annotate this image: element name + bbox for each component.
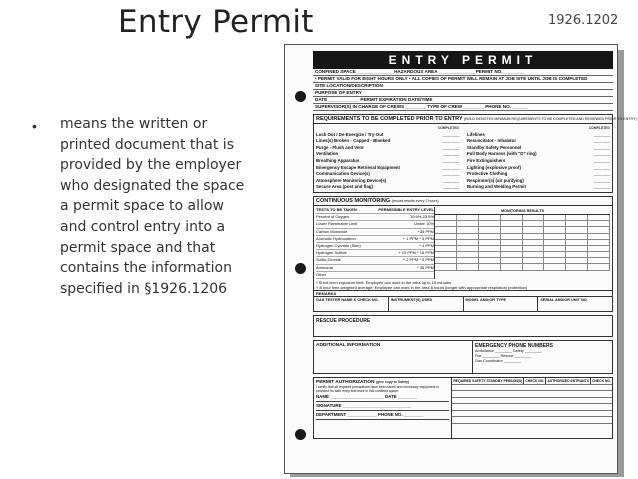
requirement-label: Protective Clothing	[467, 171, 508, 177]
requirement-item	[316, 132, 459, 139]
requirement-item	[467, 158, 610, 165]
test-name: Percent of Oxygen	[316, 214, 350, 220]
requirement-label: Lines(s) Broken - Capped - Blanked	[316, 138, 391, 144]
requirement-label: Burning and Welding Permit	[467, 184, 526, 190]
requirement-item	[316, 184, 459, 191]
results-cell	[457, 215, 479, 220]
test-name: Aromatic Hydrocarbon	[316, 235, 356, 241]
results-cell	[457, 240, 479, 245]
monitoring-note: + 8 hour time-weighted average: Employee can work in the area 8 hours (longer with appropriate respiratory protection)	[316, 284, 528, 290]
department-phone-field: DEPARTMENT ____________ PHONE NO. ________	[316, 411, 449, 420]
requirement-blanks: ____ ____	[442, 157, 459, 163]
results-cell	[523, 215, 545, 220]
definition-line: means the written or	[60, 116, 208, 132]
requirement-label: Fire Extinguishers	[467, 157, 506, 163]
monitoring-section	[313, 196, 613, 312]
test-name: Sulfur Dioxide	[316, 257, 341, 263]
requirement-item	[316, 165, 459, 172]
requirement-item	[467, 145, 610, 152]
results-cell	[479, 227, 501, 232]
permit-authorization-box	[313, 377, 452, 439]
requirement-label: Resuscitator - Inhalator	[467, 138, 517, 144]
results-cell	[457, 246, 479, 251]
entrants-column: AUTHORIZED ENTRANTS	[547, 378, 589, 383]
form-row-date: DATE ____________ PERMIT EXPIRATION DATE/TIME	[313, 97, 613, 104]
requirement-blanks: ____ ____	[593, 138, 610, 144]
results-cell	[523, 221, 545, 226]
results-cell	[501, 264, 523, 269]
test-name: Ammonia	[316, 264, 333, 270]
gas-tester-column: GAS TESTER NAME & CHECK NO.	[314, 297, 389, 311]
monitoring-note: * Short-term exposure limit: Employee can work in the area up to 15 minutes	[316, 279, 452, 285]
requirement-item	[316, 158, 459, 165]
signature-field: SIGNATURE ____________________________	[316, 402, 449, 411]
definition-line: who designated the space	[60, 177, 245, 194]
results-cell	[435, 264, 457, 269]
monitoring-test-row	[316, 257, 434, 264]
results-cell	[457, 227, 479, 232]
definition-line: and control entry into a	[60, 218, 226, 235]
attendants-header	[452, 378, 612, 384]
form-row-site-location: SITE LOCATION/DESCRIPTION	[313, 83, 613, 90]
requirement-blanks: ____ ____	[593, 171, 610, 177]
requirement-blanks: ____ ____	[442, 144, 459, 150]
form-row-confined-space: CONFINED SPACE ______________ HAZARDOUS AREA ______________ PERMIT NO. ________	[313, 69, 613, 76]
requirement-blanks: ____ ____	[593, 151, 610, 157]
binder-hole	[295, 263, 306, 274]
monitoring-table	[314, 206, 612, 280]
requirement-item	[316, 151, 459, 158]
results-cell	[588, 234, 610, 239]
results-cell	[588, 252, 610, 257]
additional-info-box: ADDITIONAL INFORMATION	[313, 340, 473, 374]
test-name: Hydrogen Cyanide (Skin)	[316, 242, 361, 248]
results-header: MONITORING RESULTS	[435, 207, 610, 215]
monitoring-test-row	[316, 236, 434, 243]
results-cell	[544, 227, 566, 232]
attendants-box	[452, 377, 613, 439]
results-cell	[544, 258, 566, 263]
permissible-level: * 4 PPM	[419, 242, 434, 248]
results-cell	[435, 252, 457, 257]
serial-column: SERIAL AND/OR UNIT NO.	[540, 297, 588, 302]
requirement-item	[467, 151, 610, 158]
authorization-statement: I certify that all required precautions have been taken and necessary equipment is provided for safe entry and work in this confined space.	[316, 384, 439, 394]
entry-permit-form-image	[284, 44, 637, 477]
binder-hole	[295, 429, 306, 440]
requirement-blanks: ____ ____	[442, 164, 459, 170]
requirement-blanks: ____ ____	[442, 184, 459, 190]
monitoring-test-row	[316, 250, 434, 257]
requirement-blanks: ____ ____	[593, 157, 610, 163]
results-cell	[435, 246, 457, 251]
results-cell	[566, 246, 588, 251]
results-cell	[566, 258, 588, 263]
attendant-row	[452, 423, 612, 430]
requirements-title: REQUIREMENTS TO BE COMPLETED PRIOR TO ENTRY (BOLD DENOTES MINIMUM REQUIREMENTS TO BE COMPLETED AND REVIEWED PRIOR TO ENTRY)	[316, 116, 637, 122]
results-cell	[588, 246, 610, 251]
results-cell	[501, 240, 523, 245]
results-cell	[457, 252, 479, 257]
definition-line: permit space and that	[60, 239, 216, 256]
results-cell	[588, 264, 610, 269]
results-cell	[457, 258, 479, 263]
results-cell	[523, 234, 545, 239]
requirement-label: Lifelines	[467, 131, 485, 137]
requirement-label: Emergency Escape Retrieval Equipment	[316, 164, 400, 170]
results-cell	[544, 246, 566, 251]
results-cell	[544, 221, 566, 226]
results-cell	[566, 240, 588, 245]
results-cell	[523, 252, 545, 257]
results-cell	[501, 234, 523, 239]
gas-tester-table	[314, 296, 612, 311]
requirement-blanks: ____ ____	[442, 151, 459, 157]
monitoring-test-row	[316, 214, 434, 221]
monitoring-results-grid	[434, 207, 610, 279]
requirement-label: Full Body Harness (with "D" ring)	[467, 151, 537, 157]
form-header: ENTRY PERMIT	[313, 51, 613, 69]
monitoring-tests	[316, 207, 434, 279]
results-cell	[435, 221, 457, 226]
form-body	[313, 51, 637, 439]
results-cell	[501, 215, 523, 220]
results-cell	[479, 234, 501, 239]
monitoring-test-row	[316, 229, 434, 236]
permissible-level: + 10 PPM * 15 PPM	[398, 250, 434, 256]
results-cell	[435, 227, 457, 232]
emergency-title: EMERGENCY PHONE NUMBERS	[475, 342, 553, 349]
requirement-label: Communication Device(s)	[316, 171, 370, 177]
requirement-label: Purge - Flush and Vent	[316, 144, 364, 150]
requirement-item	[467, 184, 610, 191]
attendants-rows	[452, 384, 612, 430]
emergency-line: Gas Coordinator ________	[475, 358, 521, 363]
results-cell	[501, 246, 523, 251]
info-emergency-row	[313, 340, 613, 374]
permissible-level: * 35 PPM	[417, 264, 434, 270]
results-cell	[479, 246, 501, 251]
results-cell	[479, 252, 501, 257]
test-name: Lower Flammable Limit	[316, 221, 358, 227]
results-cell	[566, 252, 588, 257]
instrument-column: INSTRUMENT(S) USED	[389, 297, 464, 311]
permissible-level: + 2 PPM * 5 PPM	[402, 257, 434, 263]
completed-header: COMPLETED	[437, 126, 459, 130]
monitoring-test-row	[316, 265, 434, 272]
requirement-blanks: ____ ____	[442, 131, 459, 137]
form-row-supervisor: SUPERVISOR(S) IN CHARGE OF CREWS ________ TYPE OF CREW ________ PHONE NO. ______	[313, 104, 613, 111]
bullet-marker: •	[32, 118, 37, 134]
authorization-row	[313, 377, 613, 439]
definition-line: a permit space to allow	[60, 198, 224, 215]
binder-hole	[295, 91, 306, 102]
check-no-column: CHECK NO.	[591, 378, 611, 383]
requirement-item	[467, 165, 610, 172]
results-cell	[435, 240, 457, 245]
requirements-left-column	[316, 125, 459, 191]
results-cell	[479, 264, 501, 269]
results-cell	[457, 221, 479, 226]
results-cell	[523, 264, 545, 269]
results-cell	[588, 240, 610, 245]
requirement-label: Respirator(s) (air purifying)	[467, 177, 524, 183]
definition-line: specified in §1926.1206	[60, 280, 228, 297]
permissible-level: +35 PPM	[417, 228, 434, 234]
results-cell	[501, 252, 523, 257]
requirement-blanks: ____ ____	[442, 177, 459, 183]
results-cell	[588, 227, 610, 232]
requirement-item	[316, 178, 459, 185]
completed-header: COMPLETED	[588, 126, 610, 130]
monitoring-test-row	[316, 221, 434, 228]
results-cell	[435, 258, 457, 263]
results-cell	[501, 221, 523, 226]
requirement-label: Atmosphere Monitoring Device(s)	[316, 177, 387, 183]
model-column: MODEL AND/OR TYPE	[464, 297, 539, 311]
results-cell	[588, 258, 610, 263]
requirement-blanks: ____ ____	[442, 171, 459, 177]
requirement-label: Breathing Apparatus	[316, 157, 360, 163]
requirement-item	[467, 132, 610, 139]
results-cell	[566, 215, 588, 220]
slide-title: Entry Permit	[118, 4, 314, 40]
results-cell	[544, 264, 566, 269]
requirement-blanks: ____ ____	[593, 144, 610, 150]
definition-text	[60, 114, 245, 299]
results-cell	[544, 252, 566, 257]
results-cell	[435, 215, 457, 220]
requirement-label: Standby Safety Personnel	[467, 144, 522, 150]
results-cell	[501, 227, 523, 232]
requirement-blanks: ____ ____	[442, 138, 459, 144]
results-cell	[544, 234, 566, 239]
monitoring-title: CONTINUOUS MONITORING (record results every 2 hours)	[314, 197, 612, 206]
requirement-label: Lock Out / De-Energize / Try-Out	[316, 131, 384, 137]
requirement-item	[316, 138, 459, 145]
results-cell	[523, 258, 545, 263]
requirement-label: Ventilation	[316, 151, 339, 157]
permissible-level: 19.5%-23.5%	[409, 214, 434, 220]
requirement-item	[467, 171, 610, 178]
emergency-phone-box	[473, 340, 613, 374]
results-cell	[566, 264, 588, 269]
authorization-title: PERMIT AUTHORIZATION (give copy to Safety)	[316, 379, 410, 385]
definition-line: provided by the employer	[60, 157, 242, 174]
requirements-section	[313, 114, 637, 193]
permissible-level: + 1 PPM * 5 PPM	[402, 235, 434, 241]
results-cell	[566, 221, 588, 226]
regulation-code: 1926.1202	[548, 13, 619, 28]
requirement-blanks: ____ ____	[593, 131, 610, 137]
results-cell	[457, 264, 479, 269]
results-cell	[457, 234, 479, 239]
requirement-label: Secure Area (post and flag)	[316, 184, 373, 190]
results-cell	[523, 246, 545, 251]
test-name: Hydrogen Sulfide	[316, 250, 347, 256]
requirement-blanks: ____ ____	[593, 177, 610, 183]
results-cell	[479, 240, 501, 245]
results-cell	[501, 258, 523, 263]
definition-line: printed document that is	[60, 136, 234, 153]
results-cell	[566, 234, 588, 239]
results-grid-row	[435, 264, 610, 270]
test-name: Carbon Monoxide	[316, 228, 348, 234]
requirement-item	[467, 178, 610, 185]
requirement-blanks: ____ ____	[593, 164, 610, 170]
results-cell	[588, 221, 610, 226]
requirement-blanks: ____ ____	[593, 184, 610, 190]
results-cell	[588, 215, 610, 220]
results-cell	[479, 215, 501, 220]
check-no-column: CHECK NO.	[525, 378, 545, 383]
requirement-label: Lighting (explosive proof)	[467, 164, 521, 170]
monitoring-test-row	[316, 243, 434, 250]
emergency-line: Fire ________ Rescue ________	[475, 353, 532, 358]
results-cell	[523, 227, 545, 232]
form-row-purpose: PURPOSE OF ENTRY	[313, 90, 613, 97]
test-name: Other	[316, 271, 327, 277]
requirements-right-column	[467, 125, 610, 191]
monitoring-test-row	[316, 272, 434, 279]
requirement-item	[316, 145, 459, 152]
tests-header-row: TESTS TO BE TAKEN PERMISSIBLE ENTRY LEVEL	[316, 207, 434, 214]
entry-permit-form	[284, 44, 637, 474]
name-date-field: NAME ______________________ DATE ________	[316, 393, 449, 402]
results-cell	[479, 258, 501, 263]
permissible-level: Under 10%	[413, 221, 434, 227]
rescue-procedure-box: RESCUE PROCEDURE	[313, 315, 613, 337]
requirements-grid	[314, 124, 612, 192]
standby-column: REQUIRED SAFETY STANDBY PERSON(S)	[453, 378, 523, 383]
definition-line: contains the information	[60, 260, 232, 277]
results-cell	[566, 227, 588, 232]
form-row-validity: • PERMIT VALID FOR EIGHT HOURS ONLY • ALL COPIES OF PERMIT WILL REMAIN AT JOB SITE UNTIL JOB IS COMPLETED	[313, 76, 613, 83]
results-cell	[479, 221, 501, 226]
remarks-label: REMARKS	[314, 290, 612, 296]
requirement-item	[467, 138, 610, 145]
results-cell	[523, 240, 545, 245]
results-cell	[435, 234, 457, 239]
results-cell	[544, 215, 566, 220]
requirement-item	[316, 171, 459, 178]
emergency-line: Ambulance ________ Safety ________	[475, 348, 542, 353]
results-cell	[544, 240, 566, 245]
